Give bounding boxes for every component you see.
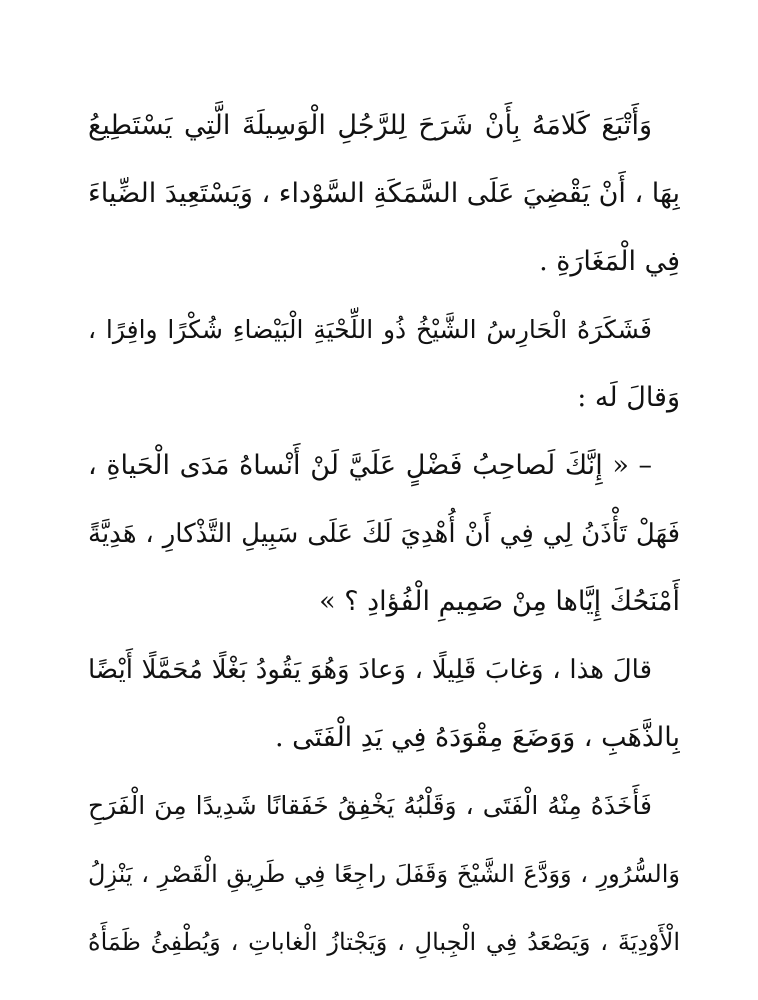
paragraph-1 bbox=[88, 92, 680, 296]
paragraph-5 bbox=[88, 772, 680, 976]
text-line: بِهَا ، أَنْ يَقْضِيَ عَلَى السَّمَكَةِ السَّوْداء ، وَيَسْتَعِيدَ الضِّياءَ bbox=[88, 178, 680, 209]
story-text bbox=[88, 92, 680, 976]
paragraph-4 bbox=[88, 636, 680, 772]
text-line: فِي الْمَغَارَةِ . bbox=[539, 246, 680, 277]
text-line: وَقالَ لَه : bbox=[577, 382, 680, 413]
text-line: فَأَخَذَهُ مِنْهُ الْفَتَى ، وَقَلْبُهُ يَخْفِقُ خَفَقانًا شَدِيدًا مِنَ الْفَرَحِ bbox=[88, 791, 652, 820]
text-line: أَمْنَحُكَ إِيَّاها مِنْ صَمِيمِ الْفُؤادِ ؟ » bbox=[319, 586, 680, 617]
text-line: وَالسُّرُورِ ، وَوَدَّعَ الشَّيْخَ وَقَفَلَ راجِعًا فِي طَرِيقِ الْقَصْرِ ، يَنْزِلُ bbox=[88, 860, 680, 888]
text-line: بِالذَّهَبِ ، وَوَضَعَ مِقْوَدَهُ فِي يَدِ الْفَتَى . bbox=[274, 722, 680, 753]
text-line: فَشَكَرَهُ الْحَارِسُ الشَّيْخُ ذُو اللِّحْيَةِ الْبَيْضاءِ شُكْرًا وافِرًا ، bbox=[88, 315, 652, 344]
paragraph-2 bbox=[88, 296, 680, 432]
text-line: قالَ هذا ، وَغابَ قَلِيلًا ، وَعادَ وَهُوَ يَقُودُ بَغْلًا مُحَمَّلًا أَيْضًا bbox=[88, 655, 652, 685]
text-line: وَأَتْبَعَ كَلامَهُ بِأَنْ شَرَحَ لِلرَّجُلِ الْوَسِيلَةَ الَّتِي يَسْتَطِيعُ bbox=[88, 110, 652, 141]
paragraph-3 bbox=[88, 432, 680, 636]
text-line: فَهَلْ تَأْذَنُ لِي فِي أَنْ أُهْدِيَ لَكَ عَلَى سَبِيلِ التَّذْكارِ ، هَدِيَّةً bbox=[88, 519, 680, 549]
text-line: الْأَوْدِيَةَ ، وَيَصْعَدُ فِي الْجِبالِ ، وَيَجْتازُ الْغاباتِ ، وَيُطْفِئُ ظَمَأَهُ bbox=[88, 928, 680, 956]
text-line: – « إِنَّكَ لَصاحِبُ فَضْلٍ عَلَيَّ لَنْ أَنْساهُ مَدَى الْحَياةِ ، bbox=[88, 450, 652, 481]
